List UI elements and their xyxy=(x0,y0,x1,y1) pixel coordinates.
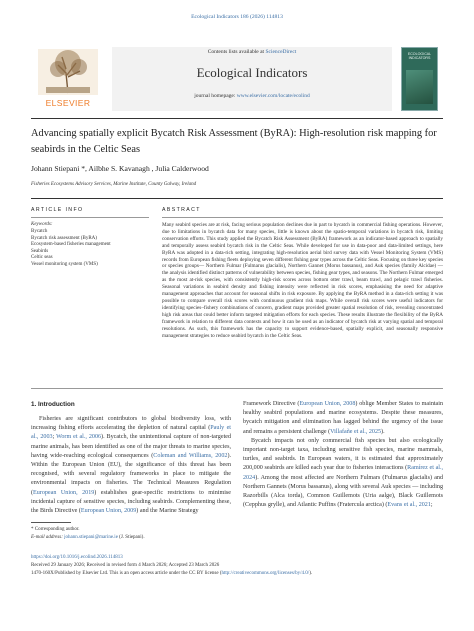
keyword-list xyxy=(31,229,146,268)
journal-citation-link[interactable]: Ecological Indicators 186 (2026) 114813 xyxy=(191,14,283,20)
journal-title: Ecological Indicators xyxy=(196,65,308,80)
introduction-paragraph xyxy=(243,437,443,511)
paragraph-text: ; xyxy=(430,502,433,509)
sciencedirect-link[interactable]: ScienceDirect xyxy=(265,49,297,55)
doi-link[interactable]: https://doi.org/10.1016/j.ecolind.2026.114813 xyxy=(31,555,123,560)
header-divider xyxy=(31,118,443,119)
keyword-item: Vessel monitoring system (VMS) xyxy=(31,261,98,267)
contents-prefix: Contents lists available at xyxy=(207,49,265,55)
homepage-prefix: journal homepage: xyxy=(194,93,236,99)
license-prefix: 1470-160X/Published by Elsevier Ltd. This is an open access article under the CC BY license ( xyxy=(31,571,222,576)
citation-link[interactable]: European Union, 2019 xyxy=(33,489,95,496)
license-link[interactable]: http://creativecommons.org/licenses/by/4.0/ xyxy=(221,571,310,576)
cover-image xyxy=(406,70,433,104)
introduction-heading: 1. Introduction xyxy=(31,401,75,408)
keyword-item: Seabirds xyxy=(31,248,49,254)
keyword-item: Celtic seas xyxy=(31,255,53,260)
email-label: E-mail address: xyxy=(31,535,63,540)
paragraph-text: ) establishes gear-specific restrictions to minimise incidental capture of sensitive species, including seabirds. Complementing these, the Birds Directive ( xyxy=(31,489,231,515)
license-suffix: ). xyxy=(309,571,313,576)
elsevier-tree-logo xyxy=(36,47,100,111)
paragraph-text: ). Within the European Union (EU), the significance of this threat has been recognised, with several regulatory frameworks in place to mitigate the environmental impacts on fisheries. The Technical Measures Regulation ( xyxy=(31,452,231,496)
footnote-rule xyxy=(31,522,71,523)
paragraph-text: ). xyxy=(381,428,385,435)
introduction-right-column xyxy=(243,400,443,510)
paragraph-text: Framework Directive ( xyxy=(243,401,300,407)
homepage-link[interactable]: www.elsevier.com/locate/ecolind xyxy=(236,93,310,99)
cover-label: ECOLOGICAL INDICATORS xyxy=(407,52,432,61)
title-divider xyxy=(31,198,443,199)
introduction-paragraph xyxy=(243,400,443,437)
journal-banner xyxy=(112,47,392,111)
journal-cover-thumbnail xyxy=(401,47,438,111)
author-affiliation: Fisheries Ecosystems Advisory Services, Marine Institute, County Galway, Ireland xyxy=(31,182,197,187)
keyword-item: Bycatch xyxy=(31,229,48,234)
paragraph-text: ). Bycatch, the unintentional capture of non-targeted marine animals, has been identified as one of the major threats to marine species, having wide-reaching ecological consequences ( xyxy=(31,434,232,459)
citation-link[interactable]: European Union, 2008 xyxy=(299,401,356,407)
paragraph-text: Bycatch impacts not only commercial fish species but also ecologically important non-target taxa, including sensitive fish species, marine mammals, turtles, and seabirds. In European waters, it is estimated that approximately 200,000 seabirds are killed each year due to fisheries interactions ( xyxy=(243,437,443,472)
abstract-rule xyxy=(162,217,443,218)
journal-homepage xyxy=(112,93,392,99)
paragraph-text: ) and the Marine Strategy xyxy=(136,508,199,515)
citation-link[interactable]: Evans et al., 2021 xyxy=(387,502,431,509)
author-email-link[interactable]: johann.stiepani@marine.ie xyxy=(64,535,118,540)
citation-link[interactable]: Worm et al., 2006 xyxy=(56,434,102,441)
citation-link[interactable]: European Union, 2009 xyxy=(80,508,137,515)
article-history-dates: Received 29 January 2026; Received in revised form 4 March 2026; Accepted 23 March 2026 xyxy=(31,563,220,568)
citation-link[interactable]: Coleman and Williams, 2002 xyxy=(153,452,228,459)
paragraph-text: ). Among the most affected are Northern Fulmars (Fulmarus glacialis) and Northern Gannets (Morus bassanus), along with several Auk species — including Razorbills (Alca torda), Common Guillemots (Uria aalge), Black Guillemots (Cepphus grylle), and Atlantic Puffins (Fratercula arctica) ( xyxy=(243,474,443,509)
contents-availability xyxy=(112,49,392,55)
introduction-left-column xyxy=(31,415,231,516)
abstract-text: Many seabird species are at risk, facing serious population declines due in part to bycatch in commercial fishing operations. However, due to limitations in bycatch data for many species, little is known about the spatio-temporal variations in bycatch risk, limiting conservation efforts. This study applied the Bycatch Risk Assessment (ByRA) framework as an indicator-based approach to spatially and temporally assess seabird bycatch risk in the Celtic Seas. While developed for use in data-poor and data-limited settings, here ByRA was adopted in a data-rich setting, integrating high-resolution aerial bird survey data with Vessel Monitoring System (VMS) records from European fishing fleets deploying seven different fishing gear types across the Celtic Seas. Focusing on three key species or species groups— Northern Fulmar (Fulmarus glacialis), Northern Gannet (Morus bassanus), and Auk species (family Alcidae) — the analysis identified distinct patterns of vulnerability between species, fishing gear types, and seasons. The Northern Fulmar emerged as the most at-risk species, with consistently high-risk scores across bottom otter trawl, beam trawl, and pelagic trawl fisheries. Seasonal variations in seabird density and fishing intensity were reflected in risk scores, emphasising the need for adaptive management approaches that account for seasonal shifts in risk exposure. By applying the ByRA method in a data-rich setting it was possible to compare overall risk scores with continuous gradient risk maps. While overall risk scores were useful indicators for identifying species–fishery combinations of concern, gradient maps provided greater spatial resolution of risk, revealing concentrated high risk areas that could better inform targeted mitigation efforts for each species. These results illustrate the flexibility of the ByRA framework in relation to different data contexts and how it can be used as an indicator of bycatch risk at varying spatial and temporal resolutions. As such, this framework has the capacity to support evidence-based, spatially explicit, and seasonally responsive management strategies to reduce seabird bycatch in the Celtic Seas. xyxy=(162,222,443,339)
abstract-bottom-rule xyxy=(31,388,443,389)
journal-header xyxy=(36,47,436,113)
paragraph-text: ; xyxy=(52,434,57,441)
keywords-label: Keywords: xyxy=(31,222,53,227)
elsevier-wordmark: ELSEVIER xyxy=(45,98,91,108)
paragraph-text: ) oblige Member States to maintain healthy seabird populations and marine ecosystems. Despite these measures, bycatch mitigation and elimination has lagged behind the urgency of the issue and remains a persistent challenge ( xyxy=(243,401,443,435)
keyword-item: Bycatch risk assessment (ByRA) xyxy=(31,235,97,241)
corresponding-author-note: * Corresponding author. xyxy=(31,527,80,532)
author-list: Johann Stiepani *, Ailbhe S. Kavanagh , Julia Calderwood xyxy=(31,164,209,173)
keyword-item: Ecosystem-based fisheries management xyxy=(31,242,111,247)
article-info-heading: ARTICLE INFO xyxy=(31,207,84,213)
citation-link[interactable]: Villafañe et al., 2025 xyxy=(330,428,382,435)
article-info-rule xyxy=(31,217,149,218)
paragraph-text: Fisheries are significant contributors to global biodiversity loss, with increasing fishing efforts accelerating the depletion of natural capital ( xyxy=(31,416,231,432)
citation-link[interactable]: Ramírez et al., 2024 xyxy=(243,465,444,481)
email-suffix: (J. Stiepani). xyxy=(119,535,145,540)
author-email-line xyxy=(31,535,443,540)
license-line xyxy=(31,571,443,576)
citation-link[interactable]: Pauly et al., 2003 xyxy=(31,425,231,441)
abstract-heading: ABSTRACT xyxy=(162,207,201,213)
article-title: Advancing spatially explicit Bycatch Risk Assessment (ByRA): High-resolution risk mapping for seabirds in the Celtic Seas xyxy=(31,128,437,155)
